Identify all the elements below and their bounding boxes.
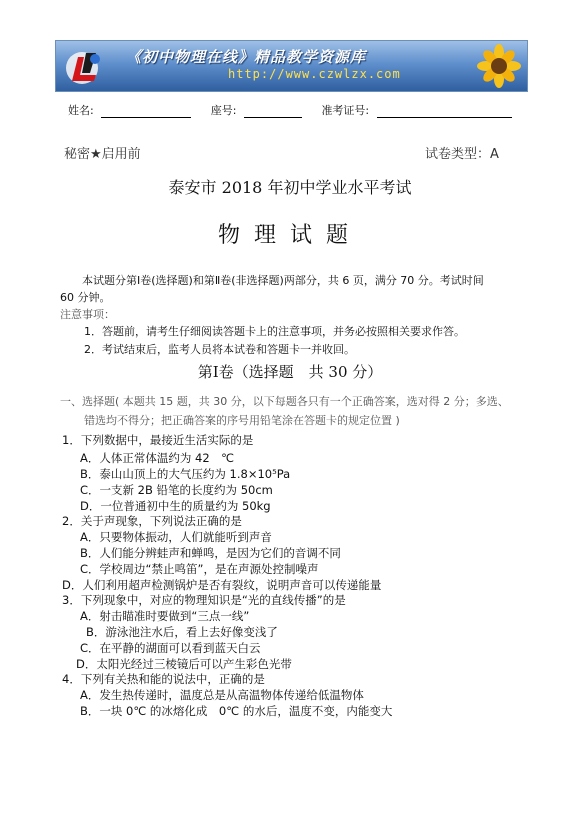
section-instruction-1: 一、选择题( 本题共 15 题，共 30 分，以下每题各只有一个正确答案，选对得 2 分；多选、: [60, 395, 509, 408]
section-title: 第Ⅰ卷（选择题 共 30 分）: [197, 363, 383, 381]
option: B．人们能分辨蛙声和蝉鸣，是因为它们的音调不同: [80, 546, 341, 560]
question-stem: 1．下列数据中，最接近生活实际的是: [62, 433, 254, 447]
student-info-row: [68, 102, 512, 118]
option: D．太阳光经过三棱镜后可以产生彩色光带: [76, 657, 292, 671]
seat-label: 座号:: [210, 104, 237, 117]
question-stem: 2．关于声现象，下列说法正确的是: [62, 514, 242, 528]
note-item: 2．考试结束后，监考人员将本试卷和答题卡一并收回。: [84, 343, 355, 356]
sunflower-image: [474, 43, 524, 89]
ticket-field[interactable]: [377, 106, 512, 118]
option: B．游泳池注水后，看上去好像变浅了: [86, 625, 278, 639]
option: A．人体正常体温约为 42 ℃: [80, 451, 235, 465]
name-field[interactable]: [101, 106, 191, 118]
seat-field[interactable]: [244, 106, 302, 118]
secret-label: 秘密★启用前: [64, 147, 141, 162]
paper-type: 试卷类型：A: [425, 147, 499, 162]
option: D．一位普通初中生的质量约为 50kg: [80, 499, 271, 513]
note-item: 1．答题前，请考生仔细阅读答题卡上的注意事项，并务必按照相关要求作答。: [84, 325, 465, 338]
notice-label: 注意事项：: [60, 308, 115, 321]
option: C．一支新 2B 铅笔的长度约为 50cm: [80, 483, 273, 497]
section-instruction-2: 错选均不得分；把正确答案的序号用铅笔涂在答题卡的规定位置 ): [84, 414, 400, 427]
subject-title: 物理试题: [217, 223, 362, 248]
option: A．只要物体振动，人们就能听到声音: [80, 530, 272, 544]
question-stem: 3．下列现象中，对应的物理知识是“光的直线传播”的是: [62, 593, 346, 607]
banner-title: 《初中物理在线》精品教学资源库: [126, 48, 367, 66]
intro-line-1: 本试题分第Ⅰ卷(选择题)和第Ⅱ卷(非选择题)两部分，共 6 页，满分 70 分。考试时间: [82, 274, 484, 287]
name-label: 姓名:: [68, 104, 94, 117]
option: C．学校周边“禁止鸣笛”，是在声源处控制噪声: [80, 562, 319, 576]
question-stem: 4．下列有关热和能的说法中，正确的是: [62, 672, 265, 686]
banner-url[interactable]: http://www.czwlzx.com: [228, 67, 401, 81]
intro-line-2: 60 分钟。: [60, 291, 111, 304]
ticket-label: 准考证号:: [321, 104, 370, 117]
header-banner: [55, 40, 528, 92]
option: B．一块 0℃ 的冰熔化成 0℃ 的水后，温度不变，内能变大: [80, 704, 393, 718]
option: C．在平静的湖面可以看到蓝天白云: [80, 641, 261, 655]
option: D．人们利用超声检测锅炉是否有裂纹，说明声音可以传递能量: [62, 578, 382, 592]
option: A．射击瞄准时要做到“三点一线”: [80, 609, 250, 623]
site-logo: [62, 45, 106, 87]
exam-title: 泰安市 2018 年初中学业水平考试: [168, 178, 412, 197]
option: B．泰山山顶上的大气压约为 1.8×10⁵Pa: [80, 467, 291, 481]
option: A．发生热传递时，温度总是从高温物体传递给低温物体: [80, 688, 364, 702]
